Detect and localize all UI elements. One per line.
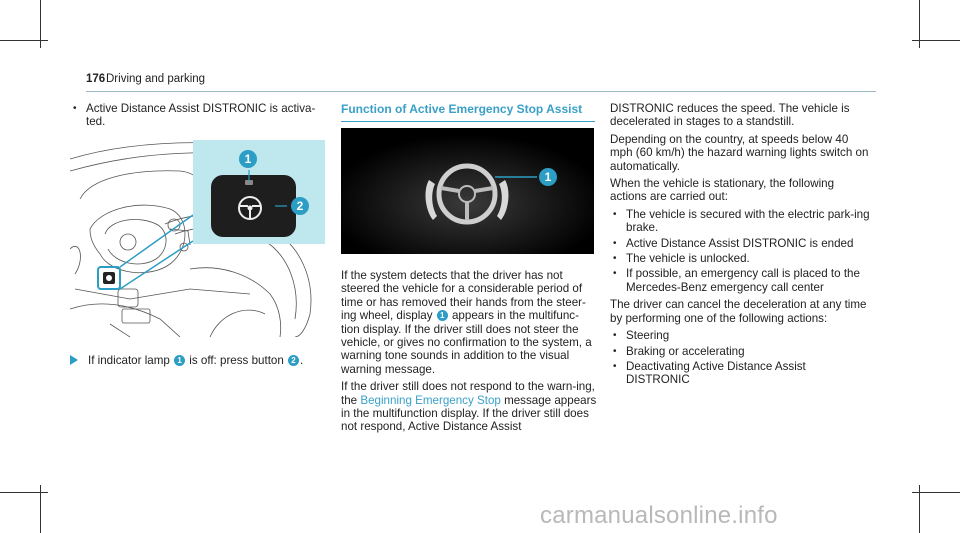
display-message-link[interactable]: Beginning Emergency Stop — [360, 393, 501, 407]
paragraph — [341, 269, 597, 376]
callout-badge: 1 — [437, 310, 448, 321]
crop-mark — [912, 492, 960, 493]
paragraph-text: If the driver still does not respond to the warn-ing, the — [341, 380, 595, 407]
bullet-text: Active Distance Assist DISTRONIC is activa- ted. — [86, 102, 316, 129]
paragraph: The driver can cancel the deceleration at any time by performing one of the following actions: — [610, 298, 867, 325]
list-item: • The vehicle is unlocked. — [610, 252, 872, 265]
left-column — [70, 102, 325, 129]
list-item: • If possible, an emergency call is placed to the Mercedes-Benz emergency call center — [610, 267, 872, 294]
step-arrow-icon — [70, 355, 78, 365]
section-heading: Function of Active Emergency Stop Assist — [341, 102, 583, 116]
paragraph-text: message appears in the multifunction display. If the driver still does not respond, Active Distance Assist — [341, 393, 597, 434]
paragraph-text: appears in the multifunc-tion display. If the driver still does not steer the vehicle, or gives no confirmation to the system, a warning tone sounds in addition to the visual warning message. — [341, 309, 592, 376]
paragraph-text: If the system detects that the driver has not steered the vehicle for a considerable period of time or has removed their hands from the steer-ing wheel, display — [341, 269, 586, 323]
watermark: carmanualsonline.info — [540, 502, 778, 529]
hands-off-wheel-graphic — [341, 128, 594, 254]
list-item: • Braking or accelerating — [610, 345, 872, 358]
step-text: If indicator lamp — [88, 354, 174, 367]
middle-text — [341, 269, 597, 434]
button-closeup — [193, 140, 325, 244]
zoom-inset — [193, 140, 325, 244]
paragraph: DISTRONIC reduces the speed. The vehicle is decelerated in stages to a standstill. — [610, 102, 850, 129]
crop-mark — [0, 492, 48, 493]
callout-badge: 1 — [239, 150, 257, 168]
list-item: • Deactivating Active Distance Assist DISTRONIC — [610, 360, 872, 387]
callout-badge: 2 — [288, 355, 299, 366]
right-column — [610, 102, 872, 387]
header-divider — [86, 91, 876, 92]
step-instruction — [70, 354, 330, 367]
callout-badge: 2 — [291, 197, 309, 215]
crop-mark — [0, 40, 48, 41]
section-title-header: Driving and parking — [106, 73, 206, 85]
list-item: • Steering — [610, 329, 872, 342]
crop-mark — [912, 40, 960, 41]
list-item: • The vehicle is secured with the electric park-ing brake. — [610, 208, 872, 235]
step-text: . — [300, 354, 304, 367]
section-divider — [341, 121, 595, 122]
callout-badge: 1 — [539, 168, 557, 186]
dashboard-illustration — [70, 139, 325, 337]
paragraph: Depending on the country, at speeds below 40 mph (60 km/h) the hazard warning lights switch on automatically. — [610, 132, 869, 173]
display-illustration — [341, 128, 594, 254]
step-text: is off: press button — [186, 354, 288, 367]
callout-badge: 1 — [174, 355, 185, 366]
paragraph: When the vehicle is stationary, the following actions are carried out: — [610, 177, 835, 204]
list-item: • Active Distance Assist DISTRONIC is ended — [610, 237, 872, 250]
page-number: 176 — [86, 73, 106, 85]
list-item — [70, 102, 325, 129]
paragraph — [341, 380, 597, 434]
